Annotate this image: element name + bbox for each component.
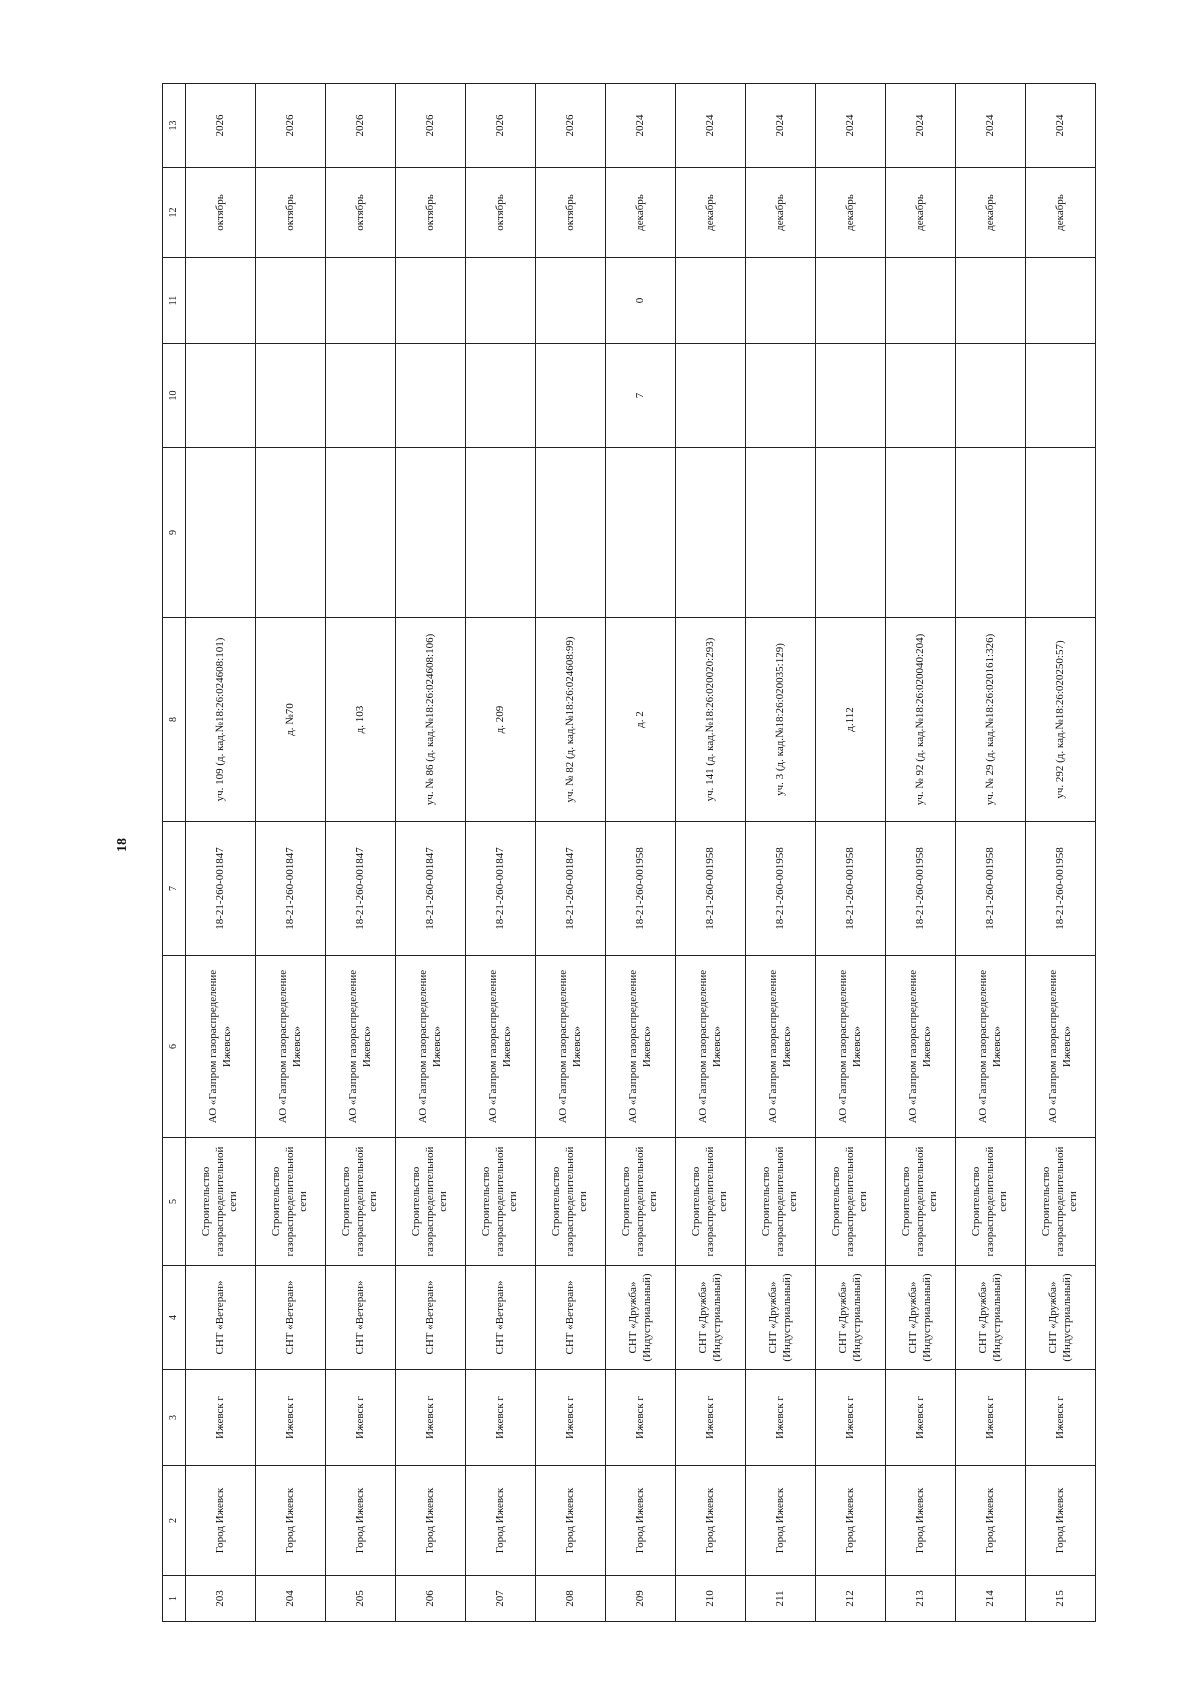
code-cell: 18-21-260-001958 bbox=[886, 822, 956, 956]
organization-cell: АО «Газпром газораспределение Ижевск» bbox=[536, 956, 606, 1138]
row-number: 213 bbox=[886, 1576, 956, 1622]
municipality-cell: Город Ижевск bbox=[186, 1466, 256, 1576]
row-number: 214 bbox=[956, 1576, 1026, 1622]
work-type-cell: Строительство газораспределительной сети bbox=[816, 1138, 886, 1266]
month-cell: декабрь bbox=[746, 168, 816, 258]
column-9-cell bbox=[956, 448, 1026, 618]
organization-cell: АО «Газпром газораспределение Ижевск» bbox=[396, 956, 466, 1138]
column-9-cell bbox=[256, 448, 326, 618]
organization-cell: АО «Газпром газораспределение Ижевск» bbox=[676, 956, 746, 1138]
column-10-cell bbox=[956, 344, 1026, 448]
month-cell: октябрь bbox=[536, 168, 606, 258]
municipality-cell: Город Ижевск bbox=[746, 1466, 816, 1576]
year-cell: 2024 bbox=[816, 84, 886, 168]
column-10-cell: 7 bbox=[606, 344, 676, 448]
work-type-cell: Строительство газораспределительной сети bbox=[886, 1138, 956, 1266]
column-10-cell bbox=[256, 344, 326, 448]
address-cell: д. №70 bbox=[256, 618, 326, 822]
column-11-cell bbox=[816, 258, 886, 344]
table-row bbox=[746, 84, 816, 1622]
column-number-header: 3 bbox=[163, 1370, 186, 1466]
snt-cell: СНТ «Дружба» (Индустриальный) bbox=[886, 1266, 956, 1370]
month-cell: декабрь bbox=[1026, 168, 1096, 258]
city-cell: Ижевск г bbox=[816, 1370, 886, 1466]
table-row bbox=[956, 84, 1026, 1622]
organization-cell: АО «Газпром газораспределение Ижевск» bbox=[186, 956, 256, 1138]
year-cell: 2026 bbox=[536, 84, 606, 168]
year-cell: 2024 bbox=[676, 84, 746, 168]
column-11-cell bbox=[886, 258, 956, 344]
column-9-cell bbox=[326, 448, 396, 618]
snt-cell: СНТ «Ветеран» bbox=[396, 1266, 466, 1370]
municipality-cell: Город Ижевск bbox=[326, 1466, 396, 1576]
work-type-cell: Строительство газораспределительной сети bbox=[186, 1138, 256, 1266]
snt-cell: СНТ «Ветеран» bbox=[256, 1266, 326, 1370]
municipality-cell: Город Ижевск bbox=[606, 1466, 676, 1576]
month-cell: октябрь bbox=[466, 168, 536, 258]
column-10-cell bbox=[676, 344, 746, 448]
year-cell: 2024 bbox=[606, 84, 676, 168]
organization-cell: АО «Газпром газораспределение Ижевск» bbox=[606, 956, 676, 1138]
month-cell: октябрь bbox=[326, 168, 396, 258]
snt-cell: СНТ «Ветеран» bbox=[326, 1266, 396, 1370]
work-type-cell: Строительство газораспределительной сети bbox=[466, 1138, 536, 1266]
column-10-cell bbox=[746, 344, 816, 448]
column-number-header: 2 bbox=[163, 1466, 186, 1576]
table-body bbox=[186, 84, 1096, 1622]
work-type-cell: Строительство газораспределительной сети bbox=[746, 1138, 816, 1266]
city-cell: Ижевск г bbox=[746, 1370, 816, 1466]
year-cell: 2024 bbox=[746, 84, 816, 168]
snt-cell: СНТ «Ветеран» bbox=[536, 1266, 606, 1370]
year-cell: 2026 bbox=[326, 84, 396, 168]
snt-cell: СНТ «Дружба» (Индустриальный) bbox=[816, 1266, 886, 1370]
column-9-cell bbox=[816, 448, 886, 618]
address-cell: уч. № 92 (д. кад.№18:26:020040:204) bbox=[886, 618, 956, 822]
column-number-header: 7 bbox=[163, 822, 186, 956]
city-cell: Ижевск г bbox=[606, 1370, 676, 1466]
work-type-cell: Строительство газораспределительной сети bbox=[256, 1138, 326, 1266]
column-9-cell bbox=[746, 448, 816, 618]
address-cell: уч. 292 (д. кад.№18:26:020250:57) bbox=[1026, 618, 1096, 822]
column-number-header: 9 bbox=[163, 448, 186, 618]
address-cell: д. 209 bbox=[466, 618, 536, 822]
column-9-cell bbox=[1026, 448, 1096, 618]
municipality-cell: Город Ижевск bbox=[816, 1466, 886, 1576]
column-11-cell bbox=[956, 258, 1026, 344]
municipality-cell: Город Ижевск bbox=[396, 1466, 466, 1576]
code-cell: 18-21-260-001847 bbox=[466, 822, 536, 956]
city-cell: Ижевск г bbox=[536, 1370, 606, 1466]
row-number: 203 bbox=[186, 1576, 256, 1622]
work-type-cell: Строительство газораспределительной сети bbox=[396, 1138, 466, 1266]
snt-cell: СНТ «Дружба» (Индустриальный) bbox=[956, 1266, 1026, 1370]
organization-cell: АО «Газпром газораспределение Ижевск» bbox=[746, 956, 816, 1138]
code-cell: 18-21-260-001958 bbox=[676, 822, 746, 956]
column-10-cell bbox=[186, 344, 256, 448]
year-cell: 2024 bbox=[886, 84, 956, 168]
city-cell: Ижевск г bbox=[1026, 1370, 1096, 1466]
month-cell: декабрь bbox=[606, 168, 676, 258]
row-number: 211 bbox=[746, 1576, 816, 1622]
municipality-cell: Город Ижевск bbox=[1026, 1466, 1096, 1576]
city-cell: Ижевск г bbox=[186, 1370, 256, 1466]
snt-cell: СНТ «Дружба» (Индустриальный) bbox=[676, 1266, 746, 1370]
year-cell: 2026 bbox=[186, 84, 256, 168]
work-type-cell: Строительство газораспределительной сети bbox=[956, 1138, 1026, 1266]
column-number-header: 12 bbox=[163, 168, 186, 258]
year-cell: 2026 bbox=[256, 84, 326, 168]
column-11-cell bbox=[256, 258, 326, 344]
column-9-cell bbox=[676, 448, 746, 618]
snt-cell: СНТ «Ветеран» bbox=[186, 1266, 256, 1370]
work-type-cell: Строительство газораспределительной сети bbox=[1026, 1138, 1096, 1266]
column-10-cell bbox=[1026, 344, 1096, 448]
table-row bbox=[186, 84, 256, 1622]
row-number: 208 bbox=[536, 1576, 606, 1622]
address-cell: д. 2 bbox=[606, 618, 676, 822]
municipality-cell: Город Ижевск bbox=[676, 1466, 746, 1576]
column-11-cell bbox=[396, 258, 466, 344]
month-cell: декабрь bbox=[676, 168, 746, 258]
column-number-header: 8 bbox=[163, 618, 186, 822]
work-type-cell: Строительство газораспределительной сети bbox=[536, 1138, 606, 1266]
row-number: 205 bbox=[326, 1576, 396, 1622]
column-9-cell bbox=[536, 448, 606, 618]
organization-cell: АО «Газпром газораспределение Ижевск» bbox=[326, 956, 396, 1138]
column-9-cell bbox=[606, 448, 676, 618]
city-cell: Ижевск г bbox=[256, 1370, 326, 1466]
code-cell: 18-21-260-001847 bbox=[186, 822, 256, 956]
month-cell: октябрь bbox=[186, 168, 256, 258]
city-cell: Ижевск г bbox=[956, 1370, 1026, 1466]
column-number-header: 1 bbox=[163, 1576, 186, 1622]
row-number: 207 bbox=[466, 1576, 536, 1622]
city-cell: Ижевск г bbox=[326, 1370, 396, 1466]
column-10-cell bbox=[466, 344, 536, 448]
city-cell: Ижевск г bbox=[466, 1370, 536, 1466]
snt-cell: СНТ «Дружба» (Индустриальный) bbox=[1026, 1266, 1096, 1370]
code-cell: 18-21-260-001847 bbox=[536, 822, 606, 956]
table-row bbox=[396, 84, 466, 1622]
table-row bbox=[536, 84, 606, 1622]
column-11-cell bbox=[186, 258, 256, 344]
year-cell: 2024 bbox=[1026, 84, 1096, 168]
row-number: 206 bbox=[396, 1576, 466, 1622]
column-11-cell bbox=[1026, 258, 1096, 344]
row-number: 210 bbox=[676, 1576, 746, 1622]
snt-cell: СНТ «Дружба» (Индустриальный) bbox=[606, 1266, 676, 1370]
table-row bbox=[256, 84, 326, 1622]
row-number: 212 bbox=[816, 1576, 886, 1622]
table-row bbox=[816, 84, 886, 1622]
row-number: 204 bbox=[256, 1576, 326, 1622]
column-number-row bbox=[163, 84, 186, 1622]
column-11-cell: 0 bbox=[606, 258, 676, 344]
table-row bbox=[676, 84, 746, 1622]
organization-cell: АО «Газпром газораспределение Ижевск» bbox=[466, 956, 536, 1138]
column-10-cell bbox=[816, 344, 886, 448]
month-cell: октябрь bbox=[256, 168, 326, 258]
column-10-cell bbox=[326, 344, 396, 448]
table-row bbox=[466, 84, 536, 1622]
year-cell: 2024 bbox=[956, 84, 1026, 168]
municipality-cell: Город Ижевск bbox=[466, 1466, 536, 1576]
snt-cell: СНТ «Ветеран» bbox=[466, 1266, 536, 1370]
page-number: 18 bbox=[115, 838, 130, 852]
municipality-cell: Город Ижевск bbox=[256, 1466, 326, 1576]
code-cell: 18-21-260-001958 bbox=[816, 822, 886, 956]
table-row bbox=[886, 84, 956, 1622]
column-number-header: 13 bbox=[163, 84, 186, 168]
table-row bbox=[326, 84, 396, 1622]
code-cell: 18-21-260-001847 bbox=[396, 822, 466, 956]
code-cell: 18-21-260-001958 bbox=[746, 822, 816, 956]
month-cell: декабрь bbox=[886, 168, 956, 258]
work-type-cell: Строительство газораспределительной сети bbox=[606, 1138, 676, 1266]
rotated-table-wrapper bbox=[162, 84, 1087, 1622]
municipality-cell: Город Ижевск bbox=[886, 1466, 956, 1576]
column-number-header: 10 bbox=[163, 344, 186, 448]
table-row bbox=[1026, 84, 1096, 1622]
city-cell: Ижевск г bbox=[396, 1370, 466, 1466]
column-9-cell bbox=[466, 448, 536, 618]
organization-cell: АО «Газпром газораспределение Ижевск» bbox=[256, 956, 326, 1138]
column-number-header: 11 bbox=[163, 258, 186, 344]
column-9-cell bbox=[396, 448, 466, 618]
month-cell: октябрь bbox=[396, 168, 466, 258]
address-cell: уч. № 86 (д. кад.№18:26:024608:106) bbox=[396, 618, 466, 822]
organization-cell: АО «Газпром газораспределение Ижевск» bbox=[956, 956, 1026, 1138]
address-cell: уч. № 82 (д. кад.№18:26:024608:99) bbox=[536, 618, 606, 822]
address-cell: д. 103 bbox=[326, 618, 396, 822]
work-type-cell: Строительство газораспределительной сети bbox=[326, 1138, 396, 1266]
column-10-cell bbox=[396, 344, 466, 448]
column-11-cell bbox=[676, 258, 746, 344]
address-cell: уч. 109 (д. кад.№18:26:024608:101) bbox=[186, 618, 256, 822]
code-cell: 18-21-260-001958 bbox=[956, 822, 1026, 956]
organization-cell: АО «Газпром газораспределение Ижевск» bbox=[1026, 956, 1096, 1138]
column-number-header: 6 bbox=[163, 956, 186, 1138]
code-cell: 18-21-260-001958 bbox=[1026, 822, 1096, 956]
municipality-cell: Город Ижевск bbox=[956, 1466, 1026, 1576]
column-10-cell bbox=[886, 344, 956, 448]
address-cell: уч. 3 (д. кад.№18:26:020035:129) bbox=[746, 618, 816, 822]
gasification-table bbox=[162, 83, 1096, 1622]
organization-cell: АО «Газпром газораспределение Ижевск» bbox=[816, 956, 886, 1138]
column-11-cell bbox=[746, 258, 816, 344]
code-cell: 18-21-260-001958 bbox=[606, 822, 676, 956]
municipality-cell: Город Ижевск bbox=[536, 1466, 606, 1576]
column-11-cell bbox=[536, 258, 606, 344]
address-cell: уч. № 29 (д. кад.№18:26:020161:326) bbox=[956, 618, 1026, 822]
table-row bbox=[606, 84, 676, 1622]
month-cell: декабрь bbox=[816, 168, 886, 258]
organization-cell: АО «Газпром газораспределение Ижевск» bbox=[886, 956, 956, 1138]
snt-cell: СНТ «Дружба» (Индустриальный) bbox=[746, 1266, 816, 1370]
column-10-cell bbox=[536, 344, 606, 448]
column-11-cell bbox=[326, 258, 396, 344]
row-number: 215 bbox=[1026, 1576, 1096, 1622]
year-cell: 2026 bbox=[396, 84, 466, 168]
address-cell: д.112 bbox=[816, 618, 886, 822]
work-type-cell: Строительство газораспределительной сети bbox=[676, 1138, 746, 1266]
address-cell: уч. 141 (д. кад.№18:26:020020:293) bbox=[676, 618, 746, 822]
row-number: 209 bbox=[606, 1576, 676, 1622]
column-number-header: 4 bbox=[163, 1266, 186, 1370]
city-cell: Ижевск г bbox=[886, 1370, 956, 1466]
column-11-cell bbox=[466, 258, 536, 344]
column-9-cell bbox=[186, 448, 256, 618]
column-number-header: 5 bbox=[163, 1138, 186, 1266]
month-cell: декабрь bbox=[956, 168, 1026, 258]
column-9-cell bbox=[886, 448, 956, 618]
code-cell: 18-21-260-001847 bbox=[256, 822, 326, 956]
code-cell: 18-21-260-001847 bbox=[326, 822, 396, 956]
year-cell: 2026 bbox=[466, 84, 536, 168]
city-cell: Ижевск г bbox=[676, 1370, 746, 1466]
